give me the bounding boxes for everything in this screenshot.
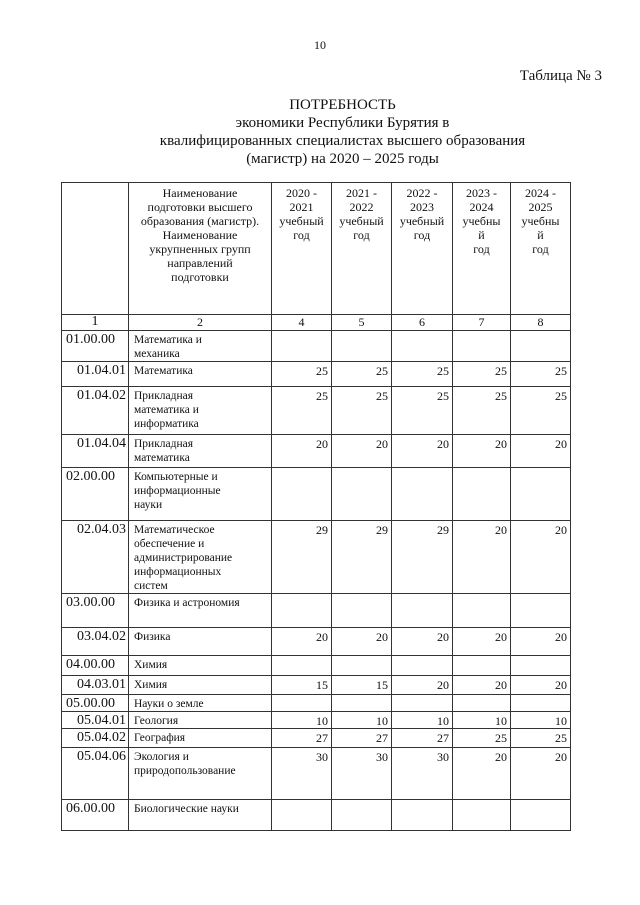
row-value: [392, 656, 453, 676]
row-value: [453, 468, 511, 521]
column-number: 7: [453, 315, 511, 331]
row-value: 27: [332, 729, 392, 748]
row-value: 20: [272, 628, 332, 656]
row-code: 01.04.04: [62, 435, 129, 468]
row-value: 10: [453, 712, 511, 729]
row-name-line: Прикладная: [134, 438, 194, 450]
header-year-cell: 2020 - 2021 учебный год: [272, 183, 332, 315]
row-name: [129, 676, 272, 695]
row-name: [129, 748, 272, 800]
row-name-line: информатика: [134, 418, 199, 430]
row-value: 20: [453, 435, 511, 468]
row-value: [392, 468, 453, 521]
row-name-line: Математика и: [134, 334, 202, 346]
table-row: [62, 521, 571, 594]
row-value: 29: [332, 521, 392, 594]
row-value: [332, 656, 392, 676]
row-value: 25: [272, 362, 332, 387]
row-name-line: География: [134, 732, 186, 744]
column-number: 5: [332, 315, 392, 331]
demand-table: [61, 182, 571, 831]
row-value: 25: [511, 729, 571, 748]
row-value: [272, 331, 332, 362]
row-name-line: администрирование: [134, 552, 233, 564]
row-name-line: Математическое: [134, 524, 215, 536]
row-name: [129, 362, 272, 387]
row-value: 30: [332, 748, 392, 800]
row-value: [272, 695, 332, 712]
row-value: 20: [392, 628, 453, 656]
row-value: 10: [332, 712, 392, 729]
row-code: 05.04.02: [62, 729, 129, 748]
page-number: 10: [314, 38, 326, 52]
row-value: [272, 468, 332, 521]
row-value: 25: [453, 362, 511, 387]
row-value: 29: [272, 521, 332, 594]
row-name-line: Науки о земле: [134, 698, 204, 710]
row-code: 03.04.02: [62, 628, 129, 656]
column-number: 6: [392, 315, 453, 331]
row-value: 27: [272, 729, 332, 748]
row-name: [129, 387, 272, 435]
row-value: 30: [272, 748, 332, 800]
table-row: [62, 362, 571, 387]
row-value: 20: [511, 676, 571, 695]
table-row: [62, 468, 571, 521]
row-value: 20: [511, 435, 571, 468]
column-number-row: [62, 315, 571, 331]
row-code: 05.04.01: [62, 712, 129, 729]
row-value: [392, 695, 453, 712]
row-value: [272, 594, 332, 628]
header-name-cell: Наименование подготовки высшего образования (магистр). Наименование укрупненных групп направлений подготовки: [129, 183, 272, 315]
row-name: [129, 331, 272, 362]
row-code: 02.00.00: [62, 468, 129, 521]
row-value: [332, 695, 392, 712]
table-row: [62, 800, 571, 831]
row-name-line: математика: [134, 452, 190, 464]
row-value: 25: [392, 362, 453, 387]
row-code: 05.04.06: [62, 748, 129, 800]
row-value: 25: [332, 387, 392, 435]
row-value: 25: [392, 387, 453, 435]
row-value: 25: [511, 362, 571, 387]
row-name: [129, 435, 272, 468]
row-name: [129, 695, 272, 712]
header-year-cell: 2022 - 2023 учебный год: [392, 183, 453, 315]
row-name-line: Биологические науки: [134, 803, 239, 815]
row-value: 15: [272, 676, 332, 695]
table-row: [62, 748, 571, 800]
row-name-line: науки: [134, 499, 163, 511]
row-value: [453, 695, 511, 712]
table-row: [62, 729, 571, 748]
table-row: [62, 387, 571, 435]
table-row: [62, 656, 571, 676]
row-value: 27: [392, 729, 453, 748]
row-value: [511, 468, 571, 521]
row-value: 10: [392, 712, 453, 729]
row-value: [511, 800, 571, 831]
row-name-line: информационных: [134, 566, 222, 578]
column-number: 8: [511, 315, 571, 331]
row-value: 20: [392, 676, 453, 695]
row-value: 30: [392, 748, 453, 800]
row-value: [272, 656, 332, 676]
column-number: 4: [272, 315, 332, 331]
row-name: [129, 521, 272, 594]
row-value: [272, 800, 332, 831]
row-value: [392, 331, 453, 362]
row-name-line: Физика и астрономия: [134, 597, 240, 609]
table-label: Таблица № 3: [519, 68, 602, 84]
row-code: 01.00.00: [62, 331, 129, 362]
row-name-line: Экология и: [134, 751, 189, 763]
row-name-line: Компьютерные и: [134, 471, 218, 483]
header-code-cell: [62, 183, 129, 315]
row-name: [129, 594, 272, 628]
row-value: [332, 468, 392, 521]
row-value: [511, 594, 571, 628]
row-value: [332, 331, 392, 362]
row-value: [453, 331, 511, 362]
row-name-line: Математика: [134, 365, 193, 377]
title-line: (магистр) на 2020 – 2025 годы: [246, 151, 439, 167]
row-value: 20: [453, 628, 511, 656]
row-value: 25: [453, 387, 511, 435]
row-name: [129, 800, 272, 831]
row-name-line: Геология: [134, 715, 179, 727]
row-value: 20: [511, 628, 571, 656]
row-value: [511, 331, 571, 362]
row-value: [453, 656, 511, 676]
table-row: [62, 628, 571, 656]
row-code: 03.00.00: [62, 594, 129, 628]
row-name-line: механика: [134, 348, 180, 360]
row-name: [129, 729, 272, 748]
row-code: 05.00.00: [62, 695, 129, 712]
row-value: 20: [392, 435, 453, 468]
row-value: [332, 594, 392, 628]
row-value: 10: [272, 712, 332, 729]
table-row: [62, 435, 571, 468]
row-name: [129, 656, 272, 676]
table-row: [62, 594, 571, 628]
header-year-cell: 2021 - 2022 учебный год: [332, 183, 392, 315]
row-name-line: систем: [134, 580, 168, 592]
row-value: 10: [511, 712, 571, 729]
title-line: ПОТРЕБНОСТЬ: [289, 97, 396, 113]
row-name-line: Физика: [134, 631, 171, 643]
row-name: [129, 628, 272, 656]
row-code: 01.04.01: [62, 362, 129, 387]
row-name-line: природопользование: [134, 765, 236, 777]
row-name-line: Прикладная: [134, 390, 194, 402]
row-value: 20: [332, 435, 392, 468]
row-value: 25: [511, 387, 571, 435]
row-value: [511, 656, 571, 676]
row-name: [129, 712, 272, 729]
row-code: 04.00.00: [62, 656, 129, 676]
row-value: 29: [392, 521, 453, 594]
title-line: экономики Республики Бурятия в: [235, 115, 450, 131]
row-value: 25: [332, 362, 392, 387]
row-name-line: математика и: [134, 404, 199, 416]
row-value: [392, 594, 453, 628]
row-name-line: Химия: [134, 679, 168, 691]
table-row: [62, 712, 571, 729]
row-code: 01.04.02: [62, 387, 129, 435]
title-line: квалифицированных специалистах высшего образования: [159, 133, 526, 149]
row-value: 25: [272, 387, 332, 435]
row-value: 20: [453, 521, 511, 594]
row-code: 04.03.01: [62, 676, 129, 695]
row-value: [511, 695, 571, 712]
row-value: 15: [332, 676, 392, 695]
row-value: 20: [511, 521, 571, 594]
header-year-cell: 2023 - 2024 учебны й год: [453, 183, 511, 315]
row-value: [453, 800, 511, 831]
header-row: [62, 183, 571, 315]
header-year-cell: 2024 - 2025 учебны й год: [511, 183, 571, 315]
row-value: [392, 800, 453, 831]
table-title: [0, 96, 640, 168]
row-value: 20: [272, 435, 332, 468]
table-row: [62, 695, 571, 712]
row-name: [129, 468, 272, 521]
row-name-line: информационные: [134, 485, 221, 497]
row-value: 25: [453, 729, 511, 748]
row-value: 20: [453, 748, 511, 800]
row-code: 06.00.00: [62, 800, 129, 831]
row-value: 20: [511, 748, 571, 800]
row-value: 20: [453, 676, 511, 695]
row-value: [332, 800, 392, 831]
table-row: [62, 331, 571, 362]
column-number: 1: [62, 315, 129, 331]
row-name-line: обеспечение и: [134, 538, 205, 550]
row-name-line: Химия: [134, 659, 168, 671]
row-value: [453, 594, 511, 628]
row-value: 20: [332, 628, 392, 656]
table-row: [62, 676, 571, 695]
row-code: 02.04.03: [62, 521, 129, 594]
column-number: 2: [129, 315, 272, 331]
